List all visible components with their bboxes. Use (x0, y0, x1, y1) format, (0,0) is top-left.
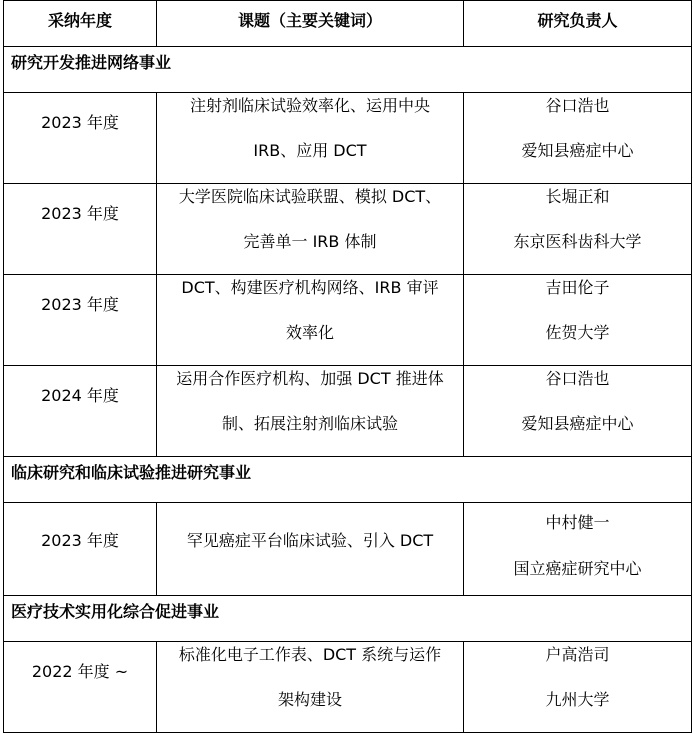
pi-cell (464, 275, 692, 366)
year-cell: 2023 年度 (4, 93, 157, 184)
topic-line: 效率化 (285, 323, 334, 342)
pi-name: 吉田伦子 (545, 278, 610, 297)
topic-cell (157, 93, 464, 184)
topic-line: DCT、构建医疗机构网络、IRB 审评 (181, 278, 439, 297)
header-row (4, 1, 692, 47)
header-topic: 课题（主要关键词） (157, 1, 464, 47)
section-row (4, 457, 692, 503)
pi-name: 谷口浩也 (545, 369, 610, 388)
section-title: 医疗技术实用化综合促进事业 (4, 596, 692, 642)
pi-cell (464, 184, 692, 275)
topic-line: 制、拓展注射剂临床试验 (221, 414, 398, 433)
projects-table (3, 0, 692, 733)
pi-institution: 东京医科齿科大学 (513, 232, 642, 251)
table-row (4, 275, 692, 366)
pi-cell (464, 642, 692, 733)
section-title: 研究开发推进网络事业 (4, 47, 692, 93)
year-cell: 2023 年度 (4, 503, 157, 596)
year-cell: 2023 年度 (4, 184, 157, 275)
pi-institution: 爱知县癌症中心 (521, 414, 634, 433)
topic-line: 架构建设 (277, 690, 342, 709)
pi-institution: 国立癌症研究中心 (513, 559, 642, 578)
year-cell: 2023 年度 (4, 275, 157, 366)
topic-cell (157, 275, 464, 366)
pi-institution: 佐贺大学 (545, 323, 610, 342)
table-row (4, 642, 692, 733)
header-pi: 研究负责人 (464, 1, 692, 47)
topic-cell (157, 366, 464, 457)
topic-cell: 罕见癌症平台临床试验、引入 DCT (157, 503, 464, 596)
topic-line: 注射剂临床试验效率化、运用中央 (189, 96, 430, 115)
table-row (4, 184, 692, 275)
topic-line: 运用合作医疗机构、加强 DCT 推进体 (176, 369, 444, 388)
table-row (4, 503, 692, 596)
pi-institution: 爱知县癌症中心 (521, 141, 634, 160)
year-cell: 2024 年度 (4, 366, 157, 457)
pi-name: 长堀正和 (545, 187, 610, 206)
header-year: 采纳年度 (4, 1, 157, 47)
section-title: 临床研究和临床试验推进研究事业 (4, 457, 692, 503)
pi-name: 中村健一 (545, 513, 610, 532)
pi-cell (464, 93, 692, 184)
pi-cell (464, 503, 692, 596)
table-row (4, 93, 692, 184)
topic-line: 完善单一 IRB 体制 (243, 232, 377, 251)
table-row (4, 366, 692, 457)
topic-line: IRB、应用 DCT (253, 141, 367, 160)
year-cell: 2022 年度 ~ (4, 642, 157, 733)
pi-name: 谷口浩也 (545, 96, 610, 115)
topic-cell (157, 184, 464, 275)
topic-cell (157, 642, 464, 733)
pi-cell (464, 366, 692, 457)
topic-line: 标准化电子工作表、DCT 系统与运作 (178, 645, 442, 664)
pi-institution: 九州大学 (545, 690, 610, 709)
topic-line: 大学医院临床试验联盟、模拟 DCT、 (178, 187, 442, 206)
pi-name: 户高浩司 (545, 645, 610, 664)
